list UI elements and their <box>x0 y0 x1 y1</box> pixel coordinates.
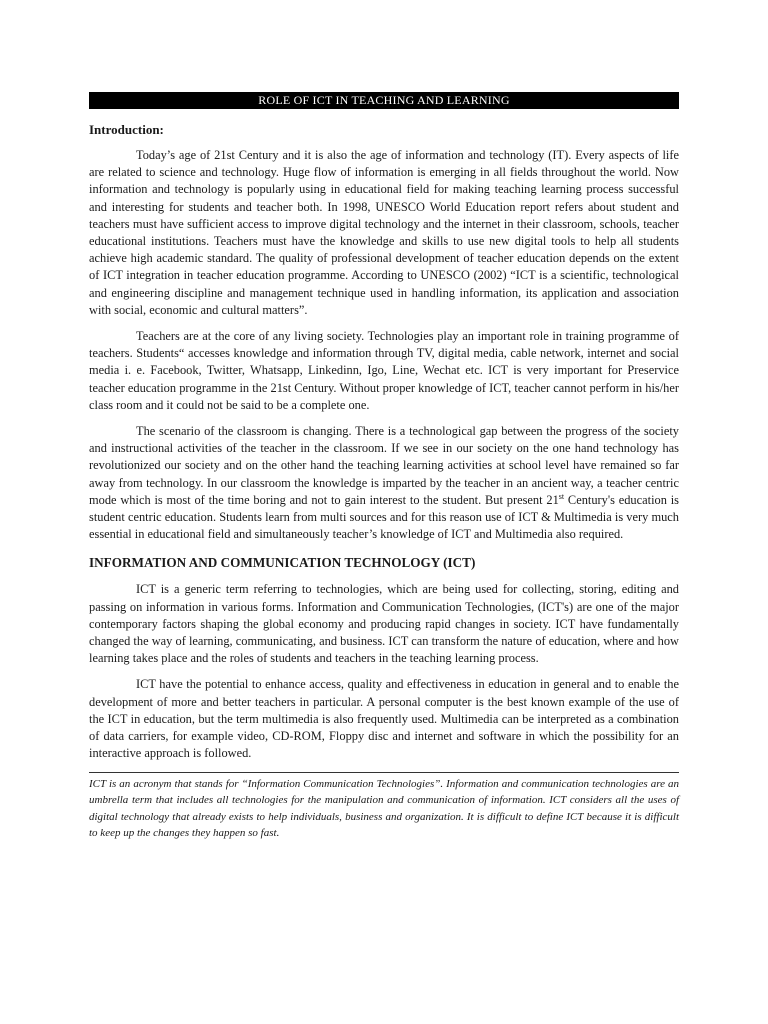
intro-paragraph-1: Today’s age of 21st Century and it is also the age of information and technology (IT). Every aspects of life are related to science and technology. Huge flow of information is emerging in all fields throughout the world. Now information and technology is popularly using in educational field for making teaching learning process successful and interesting for students and teacher both. In 1998, UNESCO World Education report refers about student and teachers must have sufficient access to improve digital technology and the internet in their classroom, schools, teacher educational institutions. Teachers must have the knowledge and skills to use new digital tools to help all students achieve high academic standard. The quality of professional development of teacher education depends on the extent of ICT integration in teacher education programme. According to UNESCO (2002) “ICT is a scientific, technological and engineering discipline and management technique used in handling information, its application and association with social, economic and cultural matters”. <box>89 148 679 317</box>
intro-paragraph-3-text-a: The scenario of the classroom is changing. There is a technological gap between the progress of the society and instructional activities of the teacher in the classroom. If we see in our society on the one hand technology has revolutionized our society and on the other hand the teaching learning activities at school level have remained so far away from technology. In our classroom the knowledge is imparted by the teacher in an ancient way, a teacher centric mode which is most of the time boring and not to gain interest to the student. But present 21 <box>89 424 679 507</box>
intro-paragraph-3 <box>89 423 679 543</box>
ict-paragraph-1: ICT is a generic term referring to technologies, which are being used for collecting, storing, editing and passing on information in various forms. Information and Communication Technologies, (ICT's) are one of the major contemporary factors shaping the global economy and producing rapid changes in society. ICT have fundamentally changed the way of learning, communicating, and business. ICT can transform the nature of education, where and how learning takes place and the roles of students and teachers in the teaching learning process. <box>89 582 679 666</box>
ict-section-heading: INFORMATION AND COMMUNICATION TECHNOLOGY (ICT) <box>89 555 476 571</box>
ict-paragraph-2: ICT have the potential to enhance access, quality and effectiveness in education in general and to enable the development of more and better teachers in particular. A personal computer is the best known example of the use of the ICT in education, but the term multimedia is also frequently used. Multimedia can be interpreted as a combination of data carriers, for example video, CD-ROM, Floppy disc and internet and software in which the possibility for an interactive approach is followed. <box>89 677 679 761</box>
document-page <box>89 92 679 842</box>
introduction-heading: Introduction: <box>89 122 164 137</box>
footnote-divider <box>89 772 679 773</box>
ordinal-superscript: st <box>558 491 565 501</box>
document-title: ROLE OF ICT IN TEACHING AND LEARNING <box>89 92 679 109</box>
intro-paragraph-3-text-b: Century's education is student centric education. Students learn from multi sources and for this reason use of ICT & Multimedia is very much essential in educational field and simultaneously teacher’s knowledge of ICT and Multimedia also required. <box>89 492 679 542</box>
footnote-text: ICT is an acronym that stands for “Information Communication Technologies”. Information and communication technologies are an umbrella term that includes all technologies for the manipulation and communication of information. ICT considers all the uses of digital technology that already exists to help individuals, business and organization. It is difficult to define ICT because it is difficult to keep up the changes they happen so fast. <box>89 777 679 840</box>
intro-paragraph-2: Teachers are at the core of any living society. Technologies play an important role in training programme of teachers. Students“ accesses knowledge and information through TV, digital media, cable network, internet and social media i. e. Facebook, Twitter, Whatsapp, Linkedinn, Igo, Line, Wechat etc. ICT is very important for Preservice teacher education programme in the 21st Century. Without proper knowledge of ICT, teacher cannot perform in his/her class room and it could not be said to be a complete one. <box>89 329 679 412</box>
